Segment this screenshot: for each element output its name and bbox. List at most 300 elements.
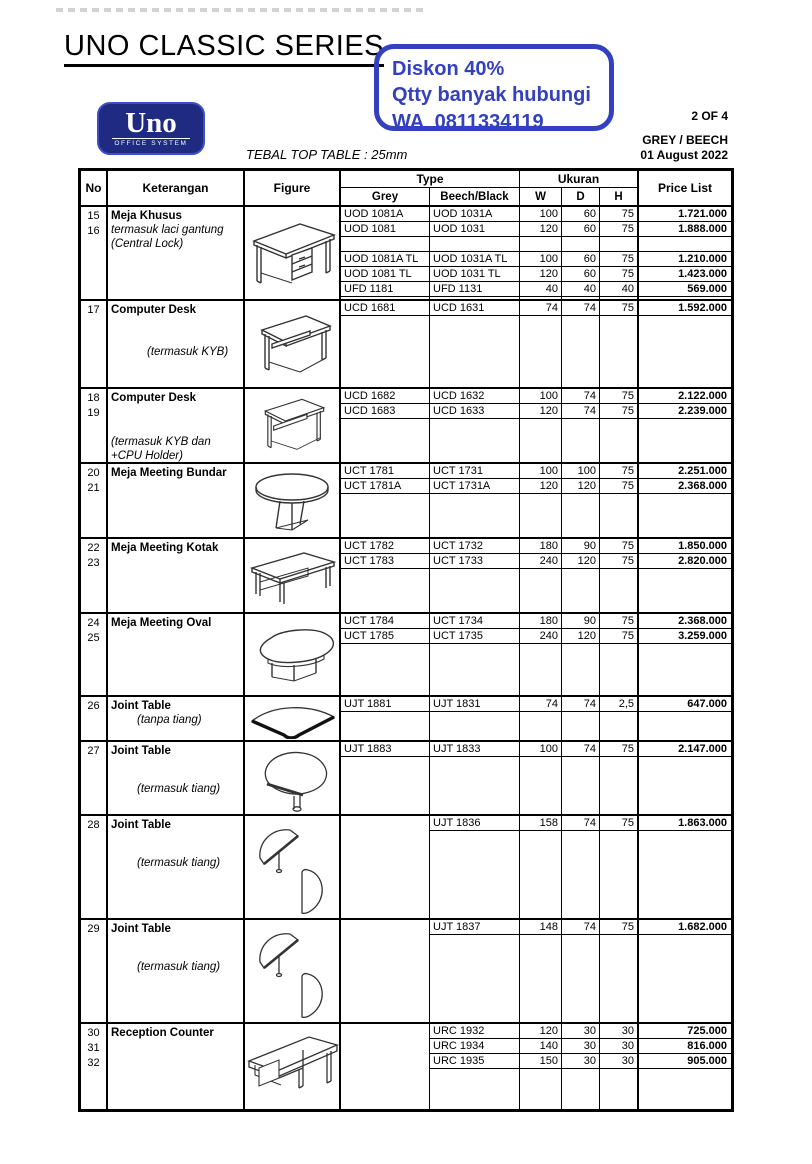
d-cell: 90: [561, 539, 599, 554]
price-cell: 905.000: [637, 1054, 731, 1069]
h-cell: 75: [599, 301, 637, 316]
empty-beech-cell: [429, 757, 519, 814]
page-title: UNO CLASSIC SERIES: [64, 30, 384, 67]
h-cell: [599, 237, 637, 252]
d-cell: 30: [561, 1024, 599, 1039]
d-cell: 60: [561, 267, 599, 282]
spec-row: [339, 389, 731, 404]
header-type-subrow: [341, 188, 519, 205]
empty-price-cell: [637, 644, 731, 695]
grey-cell: UCT 1782: [339, 539, 429, 554]
item-description-line: (termasuk tiang): [137, 857, 221, 869]
empty-price-cell: [637, 935, 731, 1022]
spec-rows: [339, 614, 731, 695]
price-cell: 2.122.000: [637, 389, 731, 404]
beech-cell: UCT 1731: [429, 464, 519, 479]
item-title: Joint Table: [111, 923, 171, 935]
d-cell: 74: [561, 301, 599, 316]
grey-cell: UFD 1181: [339, 282, 429, 297]
empty-w-cell: [519, 831, 561, 918]
keterangan-cell: [106, 464, 243, 537]
table-row-block: [81, 814, 731, 918]
empty-price-cell: [637, 831, 731, 918]
grey-cell: UOD 1081A TL: [339, 252, 429, 267]
w-cell: 120: [519, 267, 561, 282]
beech-cell: UCT 1731A: [429, 479, 519, 494]
empty-beech-cell: [429, 831, 519, 918]
item-description-line: (tanpa tiang): [137, 714, 202, 726]
empty-h-cell: [599, 935, 637, 1022]
empty-d-cell: [561, 935, 599, 1022]
table-row-block: [81, 918, 731, 1022]
row-number-cell: [81, 207, 106, 299]
computer-desk-figure: [243, 301, 339, 387]
beech-cell: UCD 1631: [429, 301, 519, 316]
grey-cell: UJT 1883: [339, 742, 429, 757]
grey-cell: UOD 1081: [339, 222, 429, 237]
row-number-cell: [81, 464, 106, 537]
spec-row: [339, 1039, 731, 1054]
header-grey: Grey: [371, 190, 399, 203]
keterangan-cell: [106, 1024, 243, 1111]
d-cell: 100: [561, 464, 599, 479]
w-cell: 240: [519, 629, 561, 644]
item-description: [111, 960, 241, 974]
empty-w-cell: [519, 1069, 561, 1111]
price-cell: 1.863.000: [637, 816, 731, 831]
h-cell: 75: [599, 464, 637, 479]
beech-cell: UCD 1633: [429, 404, 519, 419]
price-cell: 1.682.000: [637, 920, 731, 935]
d-cell: 74: [561, 816, 599, 831]
h-cell: 30: [599, 1024, 637, 1039]
spec-rows: [339, 697, 731, 740]
spec-row-filler: [339, 644, 731, 695]
keterangan-cell: [106, 301, 243, 387]
keterangan-cell: [106, 816, 243, 918]
keterangan-cell: [106, 207, 243, 299]
spec-row: [339, 1024, 731, 1039]
h-cell: 30: [599, 1054, 637, 1069]
reception-counter-figure: [243, 1024, 339, 1111]
price-cell: 1.850.000: [637, 539, 731, 554]
header-price: Price List: [637, 171, 731, 205]
empty-price-cell: [637, 712, 731, 740]
item-title: Meja Meeting Oval: [111, 617, 212, 629]
promo-discount: Diskon 40%: [392, 58, 505, 80]
table-row-block: [81, 387, 731, 462]
beech-cell: UOD 1031A: [429, 207, 519, 222]
w-cell: 100: [519, 389, 561, 404]
h-cell: 75: [599, 389, 637, 404]
w-cell: 100: [519, 207, 561, 222]
empty-h-cell: [599, 1069, 637, 1111]
d-cell: 120: [561, 554, 599, 569]
grey-cell: [339, 816, 429, 831]
header-keterangan: Keterangan: [106, 171, 243, 205]
h-cell: 2,5: [599, 697, 637, 712]
header-ukuran-subrow: [520, 188, 637, 205]
spec-row: [339, 614, 731, 629]
price-cell: 3.259.000: [637, 629, 731, 644]
row-number-cell: [81, 614, 106, 695]
spec-row: [339, 237, 731, 252]
h-cell: 30: [599, 1039, 637, 1054]
d-cell: 74: [561, 697, 599, 712]
spec-row: [339, 267, 731, 282]
beech-cell: URC 1932: [429, 1024, 519, 1039]
d-cell: 60: [561, 207, 599, 222]
w-cell: 74: [519, 697, 561, 712]
item-title: Computer Desk: [111, 392, 196, 404]
d-cell: 60: [561, 222, 599, 237]
grey-cell: [339, 237, 429, 252]
grey-cell: UCT 1785: [339, 629, 429, 644]
logo-wordmark: Uno: [125, 106, 177, 139]
grey-cell: [339, 1039, 429, 1054]
h-cell: 75: [599, 816, 637, 831]
empty-grey-cell: [339, 644, 429, 695]
price-cell: 647.000: [637, 697, 731, 712]
top-thickness-note: TEBAL TOP TABLE : 25mm: [246, 147, 408, 162]
w-cell: 100: [519, 464, 561, 479]
grey-cell: UOD 1081 TL: [339, 267, 429, 282]
table-row-block: [81, 1022, 731, 1111]
price-table: [78, 168, 734, 1112]
empty-grey-cell: [339, 494, 429, 537]
item-description-line: (termasuk KYB): [147, 346, 229, 358]
w-cell: 120: [519, 1024, 561, 1039]
h-cell: 75: [599, 539, 637, 554]
keterangan-cell: [106, 742, 243, 814]
row-number-cell: [81, 816, 106, 918]
w-cell: 100: [519, 742, 561, 757]
empty-d-cell: [561, 494, 599, 537]
beech-cell: URC 1935: [429, 1054, 519, 1069]
d-cell: 120: [561, 629, 599, 644]
beech-cell: UCT 1732: [429, 539, 519, 554]
item-description-line: (termasuk KYB dan: [111, 436, 211, 448]
header-figure: Figure: [243, 171, 339, 205]
empty-h-cell: [599, 316, 637, 387]
row-number: 15: [87, 210, 100, 222]
item-description: [111, 782, 241, 796]
spec-row: [339, 742, 731, 757]
empty-w-cell: [519, 569, 561, 612]
empty-d-cell: [561, 569, 599, 612]
spec-row-filler: [339, 712, 731, 740]
price-cell: 2.368.000: [637, 479, 731, 494]
empty-grey-cell: [339, 831, 429, 918]
empty-h-cell: [599, 757, 637, 814]
spec-row-filler: [339, 419, 731, 462]
d-cell: 74: [561, 920, 599, 935]
header-type-group: [339, 171, 519, 205]
grey-cell: UCD 1682: [339, 389, 429, 404]
promo-box: [374, 44, 614, 131]
empty-w-cell: [519, 494, 561, 537]
empty-grey-cell: [339, 1069, 429, 1111]
header-ukuran: Ukuran: [520, 171, 637, 188]
h-cell: 75: [599, 252, 637, 267]
h-cell: 75: [599, 267, 637, 282]
w-cell: 100: [519, 252, 561, 267]
d-cell: 30: [561, 1054, 599, 1069]
empty-grey-cell: [339, 419, 429, 462]
empty-price-cell: [637, 419, 731, 462]
spec-row: [339, 539, 731, 554]
empty-d-cell: [561, 712, 599, 740]
empty-price-cell: [637, 757, 731, 814]
item-description-line: (Central Lock): [111, 238, 184, 250]
empty-d-cell: [561, 644, 599, 695]
table-row-block: [81, 612, 731, 695]
spec-rows: [339, 920, 731, 1022]
spec-rows: [339, 742, 731, 814]
w-cell: 180: [519, 614, 561, 629]
finish-label: GREY / BEECH: [642, 133, 728, 147]
item-title: Reception Counter: [111, 1027, 214, 1039]
h-cell: 75: [599, 207, 637, 222]
empty-beech-cell: [429, 569, 519, 612]
oval-meeting-table-figure: [243, 614, 339, 695]
item-description-line: termasuk laci gantung: [111, 224, 224, 236]
w-cell: 74: [519, 301, 561, 316]
beech-cell: [429, 237, 519, 252]
h-cell: 75: [599, 222, 637, 237]
promo-whatsapp: WA 0811334119: [392, 110, 544, 133]
empty-price-cell: [637, 494, 731, 537]
empty-beech-cell: [429, 644, 519, 695]
w-cell: 240: [519, 554, 561, 569]
price-cell: 725.000: [637, 1024, 731, 1039]
row-number: 16: [87, 225, 100, 237]
empty-grey-cell: [339, 569, 429, 612]
price-cell: 2.820.000: [637, 554, 731, 569]
spec-row: [339, 404, 731, 419]
h-cell: 75: [599, 629, 637, 644]
table-row-block: [81, 207, 731, 299]
item-title: Joint Table: [111, 700, 171, 712]
round-meeting-table-figure: [243, 464, 339, 537]
item-description: [111, 223, 241, 251]
price-cell: 2.239.000: [637, 404, 731, 419]
table-row-block: [81, 740, 731, 814]
empty-beech-cell: [429, 419, 519, 462]
grey-cell: UOD 1081A: [339, 207, 429, 222]
grey-cell: UCT 1781: [339, 464, 429, 479]
table-row-block: [81, 462, 731, 537]
row-number-cell: [81, 920, 106, 1022]
spec-row: [339, 554, 731, 569]
header-w: W: [535, 190, 546, 203]
row-number: 21: [87, 482, 100, 494]
row-number: 30: [87, 1027, 100, 1039]
row-number: 28: [87, 819, 100, 831]
spec-row-filler: [339, 757, 731, 814]
empty-grey-cell: [339, 712, 429, 740]
spec-rows: [339, 207, 731, 299]
row-number: 19: [87, 407, 100, 419]
row-number: 23: [87, 557, 100, 569]
row-number: 20: [87, 467, 100, 479]
h-cell: 40: [599, 282, 637, 297]
w-cell: 120: [519, 222, 561, 237]
price-cell: 569.000: [637, 282, 731, 297]
w-cell: 150: [519, 1054, 561, 1069]
empty-d-cell: [561, 831, 599, 918]
empty-h-cell: [599, 494, 637, 537]
beech-cell: UFD 1131: [429, 282, 519, 297]
scan-artifact: [56, 8, 426, 12]
price-cell: 1.592.000: [637, 301, 731, 316]
d-cell: 74: [561, 742, 599, 757]
grey-cell: UCD 1683: [339, 404, 429, 419]
price-cell: 1.721.000: [637, 207, 731, 222]
empty-price-cell: [637, 1069, 731, 1111]
logo-subtitle: OFFICE SYSTEM: [114, 140, 188, 148]
row-number-cell: [81, 742, 106, 814]
spec-row-filler: [339, 935, 731, 1022]
empty-beech-cell: [429, 935, 519, 1022]
fan-joint-table-figure: [243, 697, 339, 740]
row-number: 27: [87, 745, 100, 757]
date-label: 01 August 2022: [640, 148, 728, 162]
row-number: 18: [87, 392, 100, 404]
spec-rows: [339, 301, 731, 387]
beech-cell: UCT 1733: [429, 554, 519, 569]
beech-cell: UCT 1734: [429, 614, 519, 629]
header-d: D: [561, 188, 599, 205]
empty-price-cell: [637, 316, 731, 387]
table-row-block: [81, 695, 731, 740]
empty-w-cell: [519, 644, 561, 695]
empty-h-cell: [599, 569, 637, 612]
keterangan-cell: [106, 697, 243, 740]
h-cell: 75: [599, 742, 637, 757]
grey-cell: UJT 1881: [339, 697, 429, 712]
spec-row-filler: [339, 494, 731, 537]
row-number: 26: [87, 700, 100, 712]
spec-rows: [339, 816, 731, 918]
w-cell: 120: [519, 404, 561, 419]
grey-cell: UCT 1783: [339, 554, 429, 569]
item-description-line: +CPU Holder): [111, 450, 183, 462]
empty-w-cell: [519, 757, 561, 814]
price-cell: 2.368.000: [637, 614, 731, 629]
row-number: 29: [87, 923, 100, 935]
item-title: Meja Meeting Bundar: [111, 467, 227, 479]
spec-row: [339, 207, 731, 222]
spec-row: [339, 1054, 731, 1069]
empty-beech-cell: [429, 1069, 519, 1111]
empty-grey-cell: [339, 935, 429, 1022]
w-cell: 148: [519, 920, 561, 935]
table-row-block: [81, 299, 731, 387]
spec-row: [339, 301, 731, 316]
empty-h-cell: [599, 831, 637, 918]
row-number: 22: [87, 542, 100, 554]
page-number: 2 OF 4: [691, 109, 728, 123]
empty-d-cell: [561, 1069, 599, 1111]
d-cell: 60: [561, 252, 599, 267]
row-number: 25: [87, 632, 100, 644]
d-cell: 120: [561, 479, 599, 494]
beech-cell: UOD 1031: [429, 222, 519, 237]
table-row-block: [81, 537, 731, 612]
keterangan-cell: [106, 614, 243, 695]
price-cell: 1.423.000: [637, 267, 731, 282]
empty-beech-cell: [429, 316, 519, 387]
spec-rows: [339, 464, 731, 537]
beech-cell: UJT 1833: [429, 742, 519, 757]
w-cell: 120: [519, 479, 561, 494]
price-cell: 2.251.000: [637, 464, 731, 479]
half-round-joint-figure: [243, 920, 339, 1022]
w-cell: 158: [519, 816, 561, 831]
spec-row: [339, 464, 731, 479]
keterangan-cell: [106, 389, 243, 462]
h-cell: 75: [599, 614, 637, 629]
computer-desk-with-shelf-figure: [243, 389, 339, 462]
keterangan-cell: [106, 920, 243, 1022]
empty-d-cell: [561, 757, 599, 814]
spec-row-filler: [339, 831, 731, 918]
item-description-line: (termasuk tiang): [137, 961, 221, 973]
row-number: 24: [87, 617, 100, 629]
spec-row: [339, 222, 731, 237]
d-cell: 90: [561, 614, 599, 629]
row-number: 17: [87, 304, 100, 316]
spec-row: [339, 816, 731, 831]
promo-qty-note: Qtty banyak hubungi: [392, 84, 591, 107]
d-cell: 74: [561, 389, 599, 404]
h-cell: 75: [599, 479, 637, 494]
spec-row-filler: [339, 569, 731, 612]
price-cell: [637, 237, 731, 252]
item-title: Meja Meeting Kotak: [111, 542, 219, 554]
d-cell: 30: [561, 1039, 599, 1054]
row-number-cell: [81, 301, 106, 387]
item-description: [111, 435, 241, 463]
grey-cell: [339, 920, 429, 935]
item-title: Computer Desk: [111, 304, 196, 316]
grey-cell: UCT 1781A: [339, 479, 429, 494]
beech-cell: UJT 1831: [429, 697, 519, 712]
row-number: 32: [87, 1057, 100, 1069]
d-cell: [561, 237, 599, 252]
item-title: Joint Table: [111, 819, 171, 831]
spec-row-filler: [339, 1069, 731, 1111]
empty-h-cell: [599, 712, 637, 740]
empty-beech-cell: [429, 494, 519, 537]
d-cell: 40: [561, 282, 599, 297]
spec-rows: [339, 1024, 731, 1111]
h-cell: 75: [599, 554, 637, 569]
item-description: [111, 345, 241, 359]
price-cell: 816.000: [637, 1039, 731, 1054]
header-ukuran-group: [519, 171, 637, 205]
empty-d-cell: [561, 316, 599, 387]
h-cell: 75: [599, 920, 637, 935]
empty-h-cell: [599, 644, 637, 695]
spec-row: [339, 252, 731, 267]
grey-cell: [339, 1054, 429, 1069]
row-number-cell: [81, 389, 106, 462]
spec-row: [339, 282, 731, 297]
empty-w-cell: [519, 712, 561, 740]
item-description: [111, 713, 241, 727]
